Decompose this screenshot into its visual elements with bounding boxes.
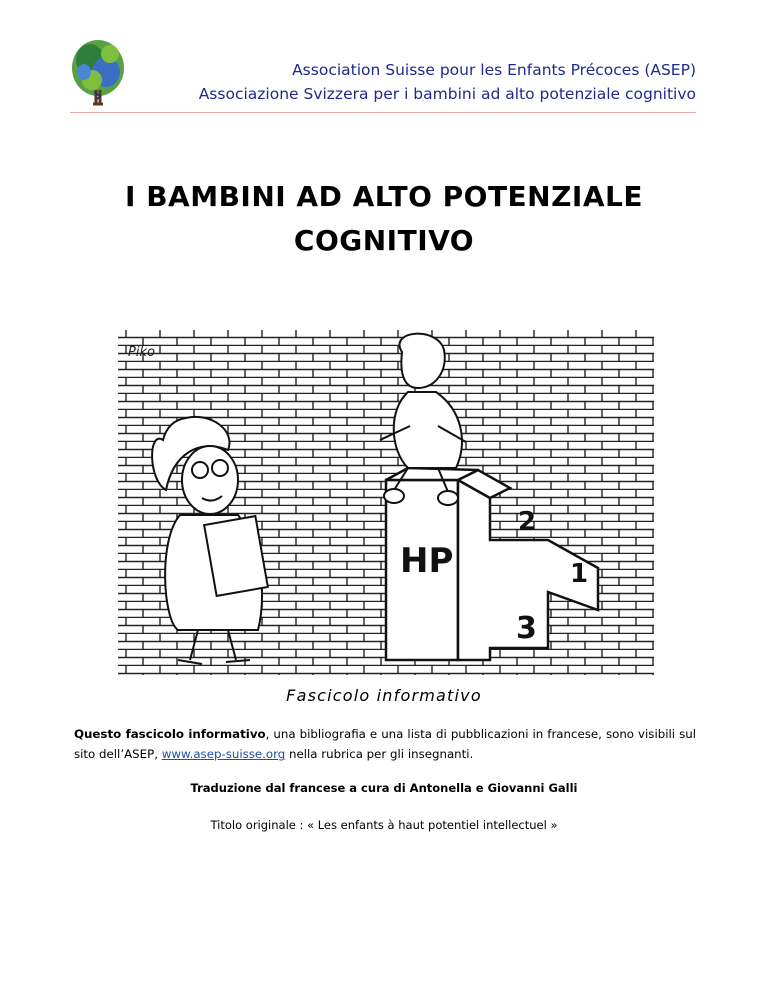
header-divider — [70, 112, 696, 113]
intro-paragraph — [74, 724, 696, 764]
podium-1-label: 1 — [570, 559, 589, 589]
title-line-2: COGNITIVO — [293, 224, 475, 257]
header-line-italian: Associazione Svizzera per i bambini ad alto potenziale cognitivo — [198, 85, 696, 103]
asep-website-link[interactable]: www.asep-suisse.org — [161, 747, 286, 761]
cartoon-illustration — [118, 330, 654, 675]
artist-signature: Piko — [128, 345, 155, 360]
page-title — [0, 175, 768, 263]
translation-credit: Traduzione dal francese a cura di Antonella e Giovanni Galli — [190, 781, 578, 795]
podium-2-label: 2 — [518, 507, 537, 537]
intro-text-2: nella rubrica per gli insegnanti. — [285, 747, 474, 761]
podium-hp-label: HP — [400, 541, 454, 581]
tree-logo-icon — [66, 38, 130, 108]
intro-bold-text: Questo fascicolo informativo — [74, 727, 266, 741]
header-line-french: Association Suisse pour les Enfants Précoces (ASEP) — [292, 61, 696, 79]
title-line-1: I BAMBINI AD ALTO POTENZIALE — [125, 180, 643, 213]
intro-text-1: , una bibliografia e una lista di pubblicazioni in francese, sono visibili sul sito dell’ASEP, — [74, 727, 696, 761]
original-title: Titolo originale : « Les enfants à haut potentiel intellectuel » — [210, 818, 558, 832]
header — [199, 58, 696, 106]
podium-3-label: 3 — [516, 611, 537, 646]
document-subtitle: Fascicolo informativo — [286, 686, 482, 705]
